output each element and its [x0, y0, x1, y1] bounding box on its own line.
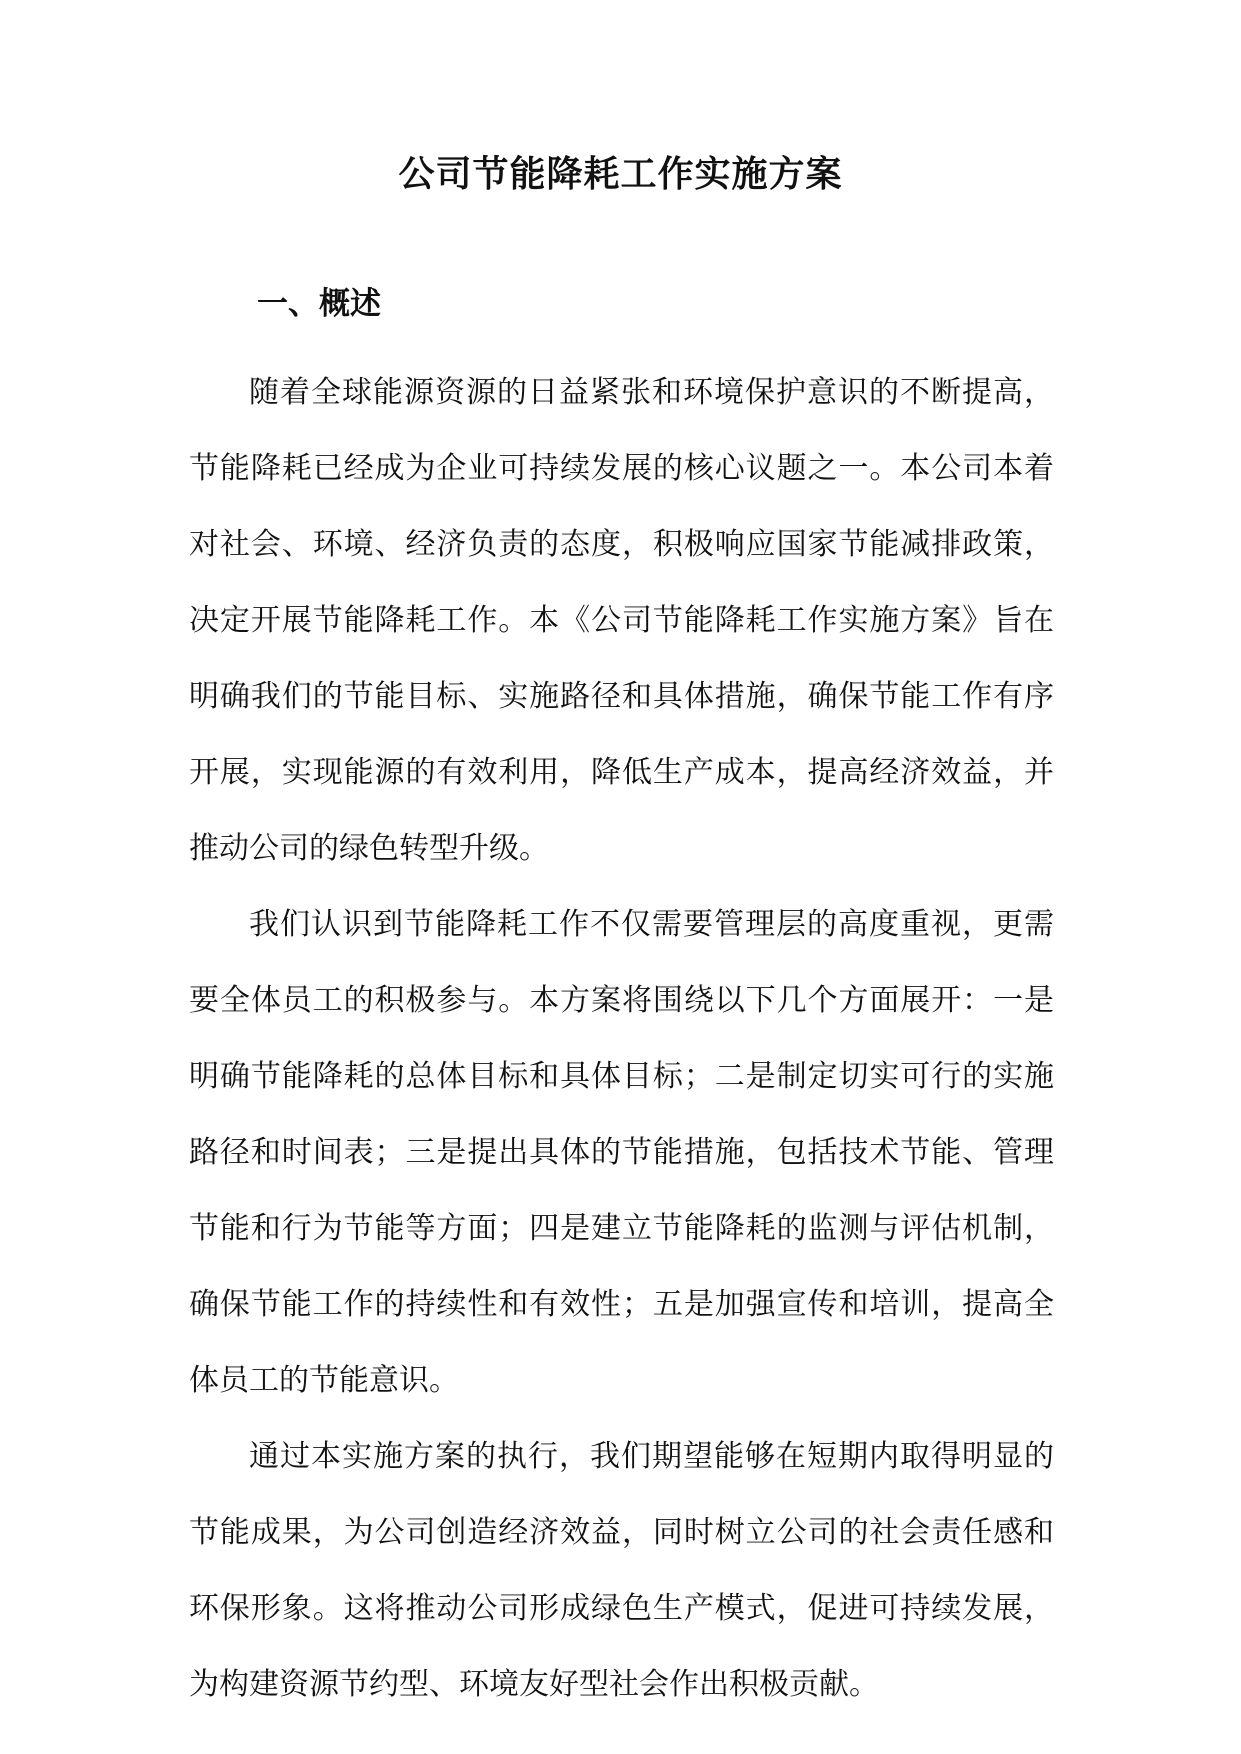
section-heading-overview: 一、概述 — [257, 286, 381, 322]
section-body — [189, 355, 1054, 1723]
paragraph-3: 通过本实施方案的执行，我们期望能够在短期内取得明显的节能成果，为公司创造经济效益，同时树立公司的社会责任感和环保形象。这将推动公司形成绿色生产模式，促进可持续发展，为构建资源节约型、环境友好型社会作出积极贡献。 — [189, 1439, 1054, 1702]
paragraph-1: 随着全球能源资源的日益紧张和环境保护意识的不断提高，节能降耗已经成为企业可持续发展的核心议题之一。本公司本着对社会、环境、经济负责的态度，积极响应国家节能减排政策，决定开展节能降耗工作。本《公司节能降耗工作实施方案》旨在明确我们的节能目标、实施路径和具体措施，确保节能工作有序开展，实现能源的有效利用，降低生产成本，提高经济效益，并推动公司的绿色转型升级。 — [189, 375, 1054, 866]
paragraph-2: 我们认识到节能降耗工作不仅需要管理层的高度重视，更需要全体员工的积极参与。本方案将围绕以下几个方面展开：一是明确节能降耗的总体目标和具体目标；二是制定切实可行的实施路径和时间表；三是提出具体的节能措施，包括技术节能、管理节能和行为节能等方面；四是建立节能降耗的监测与评估机制，确保节能工作的持续性和有效性；五是加强宣传和培训，提高全体员工的节能意识。 — [189, 907, 1054, 1398]
document-title: 公司节能降耗工作实施方案 — [398, 154, 843, 195]
